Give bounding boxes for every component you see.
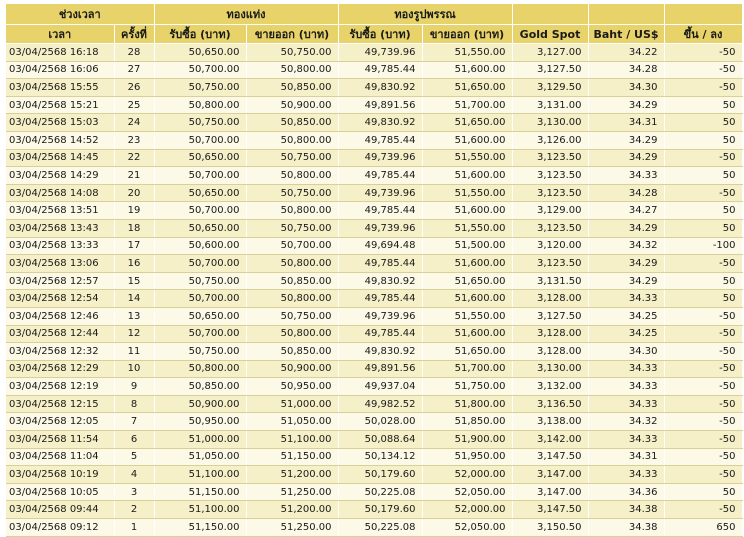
cell-time: 03/04/2568 14:29: [6, 167, 114, 185]
cell-time: 03/04/2568 13:06: [6, 255, 114, 273]
table-row: [6, 360, 742, 378]
header-bar-gold: ทองแท่ง: [154, 4, 338, 25]
cell-bar-sell: 50,900.00: [246, 360, 338, 378]
cell-baht-usd: 34.27: [588, 202, 664, 220]
header-bar-sell: ขายออก (บาท): [246, 25, 338, 44]
cell-orn-sell: 52,000.00: [422, 466, 512, 484]
cell-orn-buy: 49,982.52: [338, 395, 422, 413]
cell-orn-buy: 49,785.44: [338, 131, 422, 149]
cell-round: 4: [114, 466, 154, 484]
cell-round: 8: [114, 395, 154, 413]
cell-baht-usd: 34.29: [588, 255, 664, 273]
cell-time: 03/04/2568 09:44: [6, 501, 114, 519]
table-row: [6, 501, 742, 519]
header-ornament-gold: ทองรูปพรรณ: [338, 4, 512, 25]
cell-orn-buy: 50,179.60: [338, 466, 422, 484]
cell-bar-buy: 51,000.00: [154, 431, 246, 449]
cell-bar-buy: 50,750.00: [154, 272, 246, 290]
cell-bar-buy: 51,100.00: [154, 466, 246, 484]
cell-bar-sell: 51,150.00: [246, 448, 338, 466]
table-row: [6, 255, 742, 273]
cell-orn-sell: 51,800.00: [422, 395, 512, 413]
cell-bar-buy: 50,650.00: [154, 307, 246, 325]
cell-round: 28: [114, 44, 154, 62]
cell-change: -50: [664, 325, 742, 343]
cell-round: 10: [114, 360, 154, 378]
cell-orn-sell: 52,000.00: [422, 501, 512, 519]
cell-baht-usd: 34.25: [588, 325, 664, 343]
cell-orn-buy: 50,088.64: [338, 431, 422, 449]
cell-baht-usd: 34.22: [588, 44, 664, 62]
cell-gold-spot: 3,147.00: [512, 466, 588, 484]
cell-orn-buy: 49,830.92: [338, 343, 422, 361]
cell-round: 26: [114, 79, 154, 97]
cell-orn-buy: 49,830.92: [338, 79, 422, 97]
cell-bar-buy: 50,650.00: [154, 219, 246, 237]
cell-time: 03/04/2568 12:46: [6, 307, 114, 325]
cell-change: -100: [664, 237, 742, 255]
cell-change: 50: [664, 131, 742, 149]
cell-time: 03/04/2568 10:19: [6, 466, 114, 484]
table-row: [6, 131, 742, 149]
cell-gold-spot: 3,123.50: [512, 149, 588, 167]
cell-bar-sell: 50,850.00: [246, 343, 338, 361]
cell-gold-spot: 3,130.00: [512, 360, 588, 378]
cell-round: 1: [114, 519, 154, 537]
cell-bar-buy: 50,700.00: [154, 61, 246, 79]
cell-bar-sell: 50,750.00: [246, 219, 338, 237]
cell-bar-sell: 51,250.00: [246, 483, 338, 501]
header-bar-buy: รับซื้อ (บาท): [154, 25, 246, 44]
header-change: ขึ้น / ลง: [664, 25, 742, 44]
cell-orn-sell: 51,750.00: [422, 378, 512, 396]
cell-orn-sell: 51,850.00: [422, 413, 512, 431]
cell-time: 03/04/2568 14:52: [6, 131, 114, 149]
header-row-columns: [6, 25, 742, 44]
cell-time: 03/04/2568 12:15: [6, 395, 114, 413]
cell-round: 16: [114, 255, 154, 273]
cell-gold-spot: 3,123.50: [512, 184, 588, 202]
cell-bar-sell: 50,750.00: [246, 184, 338, 202]
cell-bar-sell: 51,200.00: [246, 466, 338, 484]
cell-bar-buy: 50,750.00: [154, 114, 246, 132]
cell-time: 03/04/2568 14:08: [6, 184, 114, 202]
cell-gold-spot: 3,123.50: [512, 255, 588, 273]
cell-orn-sell: 51,650.00: [422, 272, 512, 290]
cell-baht-usd: 34.33: [588, 466, 664, 484]
cell-change: -50: [664, 149, 742, 167]
cell-orn-buy: 49,785.44: [338, 255, 422, 273]
cell-baht-usd: 34.33: [588, 378, 664, 396]
cell-gold-spot: 3,128.00: [512, 343, 588, 361]
cell-baht-usd: 34.30: [588, 343, 664, 361]
cell-baht-usd: 34.32: [588, 237, 664, 255]
cell-orn-buy: 49,739.96: [338, 149, 422, 167]
cell-gold-spot: 3,120.00: [512, 237, 588, 255]
table-row: [6, 343, 742, 361]
cell-bar-buy: 51,050.00: [154, 448, 246, 466]
cell-orn-buy: 50,134.12: [338, 448, 422, 466]
table-row: [6, 307, 742, 325]
cell-gold-spot: 3,129.50: [512, 79, 588, 97]
cell-round: 7: [114, 413, 154, 431]
cell-orn-buy: 49,785.44: [338, 325, 422, 343]
cell-time: 03/04/2568 12:29: [6, 360, 114, 378]
cell-bar-sell: 51,100.00: [246, 431, 338, 449]
cell-orn-sell: 52,050.00: [422, 519, 512, 537]
cell-orn-buy: 49,891.56: [338, 360, 422, 378]
cell-bar-buy: 51,150.00: [154, 519, 246, 537]
cell-orn-buy: 49,739.96: [338, 184, 422, 202]
header-round: ครั้งที่: [114, 25, 154, 44]
cell-bar-sell: 50,750.00: [246, 149, 338, 167]
cell-baht-usd: 34.28: [588, 184, 664, 202]
cell-change: -50: [664, 61, 742, 79]
cell-gold-spot: 3,131.50: [512, 272, 588, 290]
cell-bar-sell: 51,050.00: [246, 413, 338, 431]
cell-bar-buy: 50,650.00: [154, 44, 246, 62]
cell-orn-sell: 51,600.00: [422, 255, 512, 273]
cell-bar-sell: 50,950.00: [246, 378, 338, 396]
cell-bar-buy: 50,700.00: [154, 325, 246, 343]
cell-gold-spot: 3,142.00: [512, 431, 588, 449]
cell-bar-sell: 50,750.00: [246, 44, 338, 62]
cell-bar-buy: 50,950.00: [154, 413, 246, 431]
table-row: [6, 466, 742, 484]
table-row: [6, 519, 742, 537]
cell-bar-sell: 50,700.00: [246, 237, 338, 255]
cell-time: 03/04/2568 12:05: [6, 413, 114, 431]
table-row: [6, 431, 742, 449]
table-row: [6, 167, 742, 185]
cell-baht-usd: 34.33: [588, 395, 664, 413]
header-time-group: ช่วงเวลา: [6, 4, 154, 25]
cell-gold-spot: 3,131.00: [512, 96, 588, 114]
cell-gold-spot: 3,147.50: [512, 501, 588, 519]
cell-change: -50: [664, 466, 742, 484]
cell-gold-spot: 3,138.00: [512, 413, 588, 431]
cell-bar-sell: 50,900.00: [246, 96, 338, 114]
cell-orn-sell: 51,600.00: [422, 167, 512, 185]
cell-round: 2: [114, 501, 154, 519]
cell-change: -50: [664, 395, 742, 413]
cell-orn-buy: 49,785.44: [338, 202, 422, 220]
cell-round: 19: [114, 202, 154, 220]
cell-gold-spot: 3,132.00: [512, 378, 588, 396]
cell-orn-buy: 49,891.56: [338, 96, 422, 114]
cell-bar-sell: 50,850.00: [246, 114, 338, 132]
cell-round: 14: [114, 290, 154, 308]
table-row: [6, 219, 742, 237]
cell-baht-usd: 34.31: [588, 448, 664, 466]
cell-gold-spot: 3,127.50: [512, 307, 588, 325]
cell-gold-spot: 3,136.50: [512, 395, 588, 413]
cell-baht-usd: 34.29: [588, 149, 664, 167]
cell-round: 24: [114, 114, 154, 132]
cell-round: 15: [114, 272, 154, 290]
header-row-groups: [6, 4, 742, 25]
cell-baht-usd: 34.29: [588, 131, 664, 149]
cell-round: 3: [114, 483, 154, 501]
cell-bar-buy: 50,650.00: [154, 149, 246, 167]
cell-bar-buy: 50,850.00: [154, 378, 246, 396]
cell-gold-spot: 3,130.00: [512, 114, 588, 132]
cell-change: -50: [664, 448, 742, 466]
cell-time: 03/04/2568 16:06: [6, 61, 114, 79]
cell-change: -50: [664, 413, 742, 431]
cell-bar-sell: 51,200.00: [246, 501, 338, 519]
cell-orn-sell: 51,600.00: [422, 202, 512, 220]
cell-baht-usd: 34.29: [588, 96, 664, 114]
table-row: [6, 395, 742, 413]
cell-orn-sell: 51,600.00: [422, 131, 512, 149]
cell-orn-sell: 51,500.00: [422, 237, 512, 255]
cell-time: 03/04/2568 13:43: [6, 219, 114, 237]
cell-bar-buy: 50,650.00: [154, 184, 246, 202]
cell-orn-buy: 49,830.92: [338, 272, 422, 290]
cell-baht-usd: 34.33: [588, 290, 664, 308]
cell-bar-sell: 50,800.00: [246, 61, 338, 79]
cell-orn-buy: 49,739.96: [338, 44, 422, 62]
header-baht-usd: Baht / US$: [588, 25, 664, 44]
table-row: [6, 325, 742, 343]
cell-round: 27: [114, 61, 154, 79]
cell-bar-sell: 51,250.00: [246, 519, 338, 537]
cell-round: 5: [114, 448, 154, 466]
cell-change: -50: [664, 307, 742, 325]
cell-time: 03/04/2568 10:05: [6, 483, 114, 501]
cell-round: 20: [114, 184, 154, 202]
cell-orn-buy: 49,830.92: [338, 114, 422, 132]
cell-baht-usd: 34.38: [588, 501, 664, 519]
cell-time: 03/04/2568 15:03: [6, 114, 114, 132]
cell-change: -50: [664, 44, 742, 62]
cell-round: 12: [114, 325, 154, 343]
cell-orn-sell: 52,050.00: [422, 483, 512, 501]
cell-change: -50: [664, 255, 742, 273]
cell-orn-buy: 49,739.96: [338, 307, 422, 325]
cell-orn-buy: 49,785.44: [338, 167, 422, 185]
cell-baht-usd: 34.28: [588, 61, 664, 79]
cell-round: 11: [114, 343, 154, 361]
cell-gold-spot: 3,147.50: [512, 448, 588, 466]
cell-orn-sell: 51,950.00: [422, 448, 512, 466]
cell-orn-buy: 50,225.08: [338, 483, 422, 501]
table-row: [6, 378, 742, 396]
cell-change: 50: [664, 219, 742, 237]
cell-orn-buy: 50,225.08: [338, 519, 422, 537]
cell-gold-spot: 3,126.00: [512, 131, 588, 149]
table-row: [6, 96, 742, 114]
cell-change: -50: [664, 360, 742, 378]
table-row: [6, 202, 742, 220]
cell-gold-spot: 3,123.50: [512, 167, 588, 185]
cell-bar-buy: 50,600.00: [154, 237, 246, 255]
cell-bar-sell: 50,800.00: [246, 255, 338, 273]
cell-change: 50: [664, 290, 742, 308]
cell-time: 03/04/2568 11:04: [6, 448, 114, 466]
cell-orn-sell: 51,650.00: [422, 79, 512, 97]
cell-time: 03/04/2568 12:54: [6, 290, 114, 308]
cell-round: 18: [114, 219, 154, 237]
cell-orn-sell: 51,650.00: [422, 343, 512, 361]
cell-gold-spot: 3,147.00: [512, 483, 588, 501]
cell-baht-usd: 34.32: [588, 413, 664, 431]
cell-time: 03/04/2568 12:19: [6, 378, 114, 396]
cell-change: 50: [664, 272, 742, 290]
cell-orn-buy: 49,937.04: [338, 378, 422, 396]
cell-change: 50: [664, 167, 742, 185]
cell-change: -50: [664, 501, 742, 519]
table-row: [6, 61, 742, 79]
cell-time: 03/04/2568 14:45: [6, 149, 114, 167]
cell-change: -50: [664, 79, 742, 97]
cell-bar-buy: 50,700.00: [154, 167, 246, 185]
cell-orn-sell: 51,550.00: [422, 307, 512, 325]
cell-baht-usd: 34.31: [588, 114, 664, 132]
cell-bar-buy: 50,700.00: [154, 202, 246, 220]
cell-time: 03/04/2568 12:57: [6, 272, 114, 290]
cell-time: 03/04/2568 12:44: [6, 325, 114, 343]
cell-orn-sell: 51,700.00: [422, 360, 512, 378]
cell-bar-buy: 50,900.00: [154, 395, 246, 413]
cell-orn-buy: 50,028.00: [338, 413, 422, 431]
cell-baht-usd: 34.33: [588, 360, 664, 378]
cell-bar-sell: 50,800.00: [246, 325, 338, 343]
cell-gold-spot: 3,127.00: [512, 44, 588, 62]
cell-bar-buy: 50,750.00: [154, 343, 246, 361]
cell-round: 6: [114, 431, 154, 449]
table-row: [6, 44, 742, 62]
table-row: [6, 237, 742, 255]
table-row: [6, 184, 742, 202]
cell-orn-sell: 51,900.00: [422, 431, 512, 449]
cell-bar-sell: 50,850.00: [246, 272, 338, 290]
cell-orn-sell: 51,600.00: [422, 290, 512, 308]
cell-round: 21: [114, 167, 154, 185]
cell-bar-buy: 51,100.00: [154, 501, 246, 519]
cell-orn-sell: 51,550.00: [422, 184, 512, 202]
cell-baht-usd: 34.36: [588, 483, 664, 501]
cell-orn-sell: 51,700.00: [422, 96, 512, 114]
cell-bar-sell: 50,800.00: [246, 290, 338, 308]
table-row: [6, 114, 742, 132]
cell-change: 50: [664, 483, 742, 501]
cell-orn-sell: 51,600.00: [422, 325, 512, 343]
cell-baht-usd: 34.30: [588, 79, 664, 97]
cell-bar-buy: 51,150.00: [154, 483, 246, 501]
cell-bar-buy: 50,700.00: [154, 290, 246, 308]
cell-change: 50: [664, 96, 742, 114]
cell-orn-buy: 49,785.44: [338, 61, 422, 79]
cell-orn-sell: 51,600.00: [422, 61, 512, 79]
cell-bar-sell: 50,800.00: [246, 131, 338, 149]
cell-change: -50: [664, 184, 742, 202]
cell-orn-buy: 49,785.44: [338, 290, 422, 308]
header-gold-spot: Gold Spot: [512, 25, 588, 44]
cell-time: 03/04/2568 09:12: [6, 519, 114, 537]
cell-baht-usd: 34.33: [588, 167, 664, 185]
header-blank-spot: [512, 4, 588, 25]
cell-change: -50: [664, 378, 742, 396]
cell-orn-buy: 49,739.96: [338, 219, 422, 237]
table-row: [6, 448, 742, 466]
header-blank-change: [664, 4, 742, 25]
cell-time: 03/04/2568 11:54: [6, 431, 114, 449]
cell-time: 03/04/2568 15:21: [6, 96, 114, 114]
gold-price-table: [6, 4, 743, 537]
header-orn-buy: รับซื้อ (บาท): [338, 25, 422, 44]
cell-time: 03/04/2568 15:55: [6, 79, 114, 97]
cell-baht-usd: 34.25: [588, 307, 664, 325]
cell-orn-sell: 51,550.00: [422, 44, 512, 62]
header-blank-fx: [588, 4, 664, 25]
cell-baht-usd: 34.29: [588, 272, 664, 290]
cell-orn-buy: 50,179.60: [338, 501, 422, 519]
cell-time: 03/04/2568 16:18: [6, 44, 114, 62]
cell-change: 50: [664, 202, 742, 220]
cell-baht-usd: 34.33: [588, 431, 664, 449]
cell-orn-sell: 51,650.00: [422, 114, 512, 132]
cell-gold-spot: 3,123.50: [512, 219, 588, 237]
cell-gold-spot: 3,127.50: [512, 61, 588, 79]
cell-bar-buy: 50,700.00: [154, 131, 246, 149]
cell-change: 650: [664, 519, 742, 537]
cell-time: 03/04/2568 13:51: [6, 202, 114, 220]
table-row: [6, 79, 742, 97]
cell-bar-buy: 50,800.00: [154, 360, 246, 378]
table-row: [6, 413, 742, 431]
cell-orn-sell: 51,550.00: [422, 149, 512, 167]
cell-round: 25: [114, 96, 154, 114]
cell-bar-buy: 50,750.00: [154, 79, 246, 97]
cell-bar-sell: 50,800.00: [246, 167, 338, 185]
cell-bar-sell: 51,000.00: [246, 395, 338, 413]
cell-bar-buy: 50,800.00: [154, 96, 246, 114]
table-row: [6, 290, 742, 308]
cell-change: -50: [664, 431, 742, 449]
price-rows: [6, 44, 742, 537]
cell-gold-spot: 3,128.00: [512, 325, 588, 343]
cell-baht-usd: 34.38: [588, 519, 664, 537]
cell-bar-buy: 50,700.00: [154, 255, 246, 273]
cell-change: -50: [664, 343, 742, 361]
cell-round: 9: [114, 378, 154, 396]
cell-time: 03/04/2568 12:32: [6, 343, 114, 361]
table-row: [6, 483, 742, 501]
cell-round: 22: [114, 149, 154, 167]
cell-round: 13: [114, 307, 154, 325]
cell-gold-spot: 3,129.00: [512, 202, 588, 220]
cell-orn-sell: 51,550.00: [422, 219, 512, 237]
table-row: [6, 272, 742, 290]
cell-bar-sell: 50,850.00: [246, 79, 338, 97]
cell-round: 17: [114, 237, 154, 255]
table-row: [6, 149, 742, 167]
header-orn-sell: ขายออก (บาท): [422, 25, 512, 44]
header-time: เวลา: [6, 25, 114, 44]
cell-orn-buy: 49,694.48: [338, 237, 422, 255]
cell-bar-sell: 50,750.00: [246, 307, 338, 325]
cell-gold-spot: 3,150.50: [512, 519, 588, 537]
cell-time: 03/04/2568 13:33: [6, 237, 114, 255]
cell-change: 50: [664, 114, 742, 132]
cell-gold-spot: 3,128.00: [512, 290, 588, 308]
cell-round: 23: [114, 131, 154, 149]
cell-baht-usd: 34.29: [588, 219, 664, 237]
cell-bar-sell: 50,800.00: [246, 202, 338, 220]
